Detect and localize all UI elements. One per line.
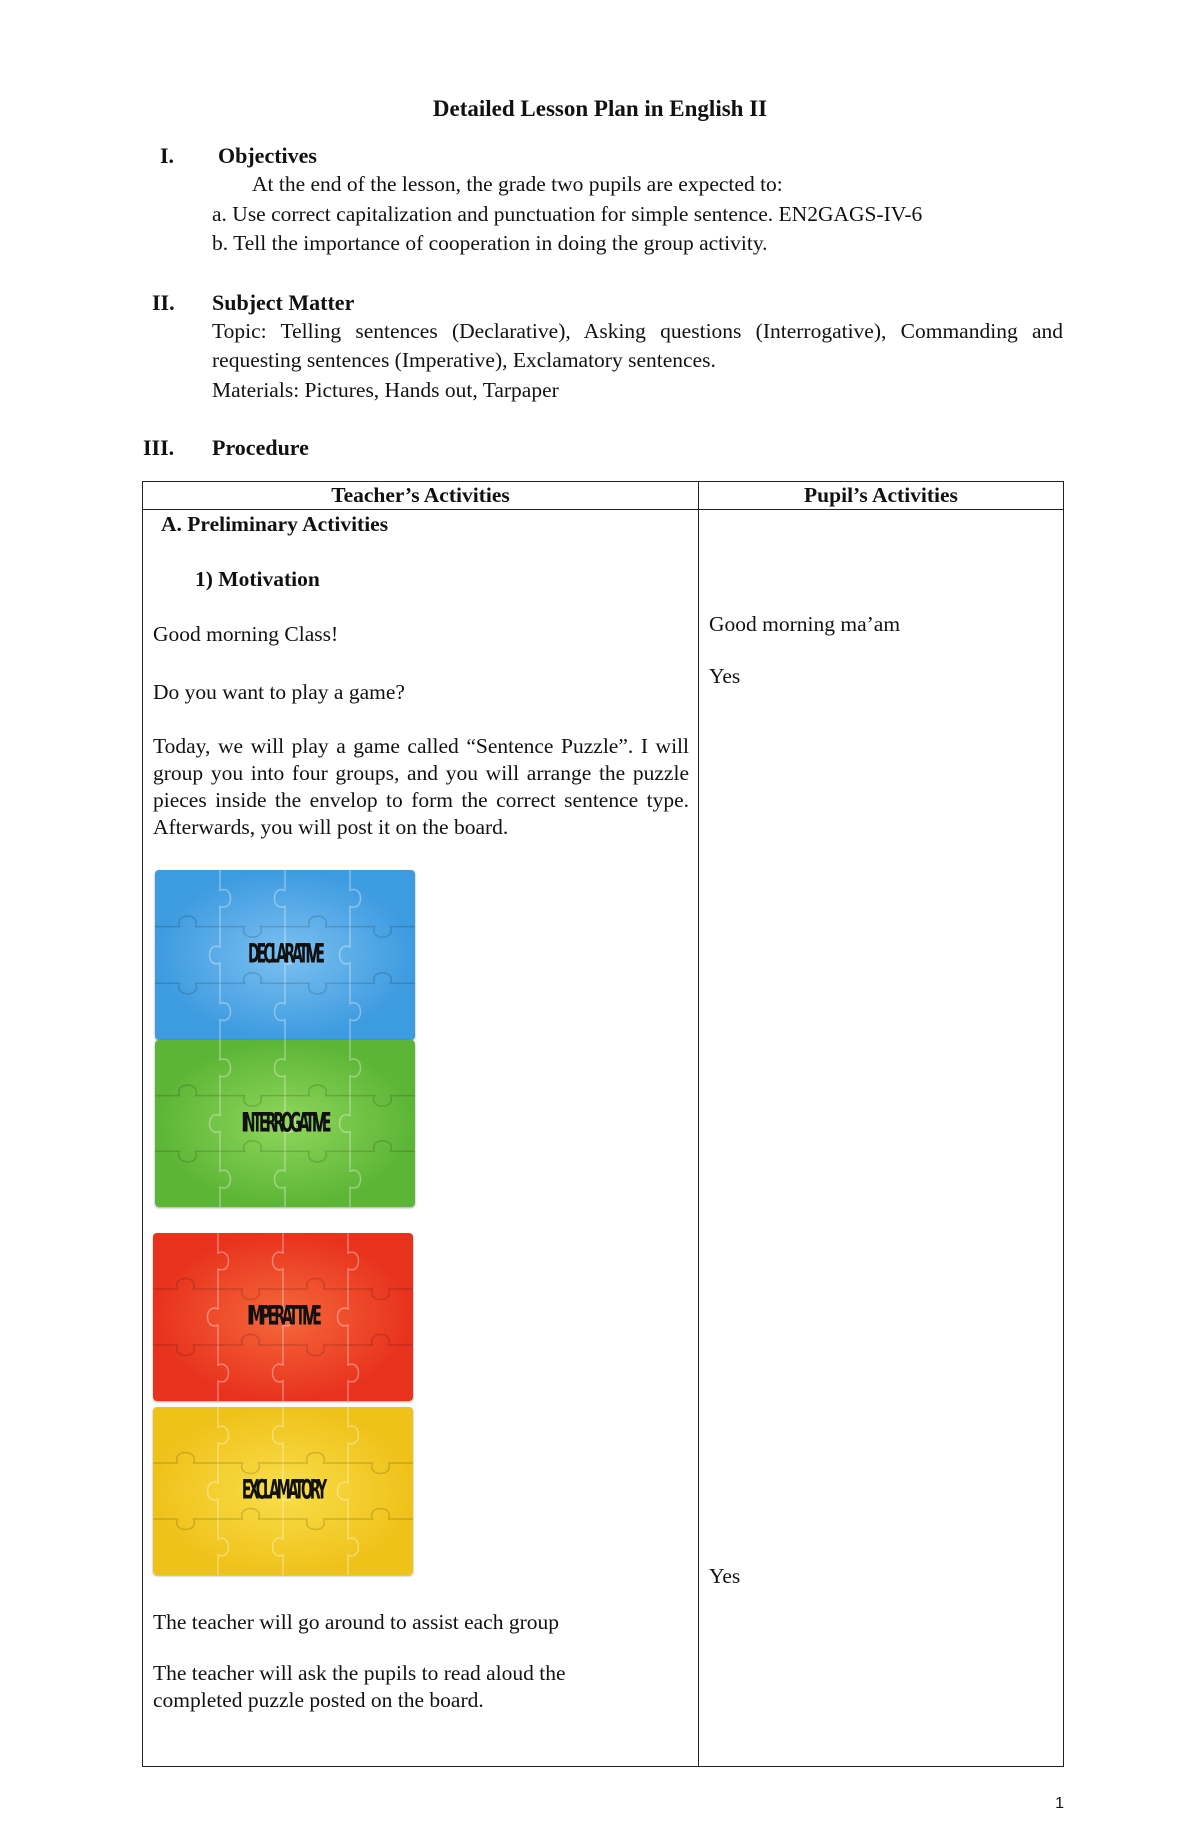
teacher-greeting: Good morning Class!: [153, 622, 339, 646]
objective-item: a. Use correct capitalization and punctuation for simple sentence. EN2GAGS-IV-6: [212, 202, 923, 226]
section-number-subject-matter: II.: [152, 290, 175, 315]
teacher-game-instructions: Today, we will play a game called “Sentence Puzzle”. I will group you into four groups, and you will arrange the puzzle pieces inside the envelop to form the correct sentence type. Afterwards, you will post it on the board.: [153, 734, 689, 839]
section-heading-subject-matter: Subject Matter: [212, 290, 355, 315]
teacher-game-question: Do you want to play a game?: [153, 680, 405, 704]
puzzle-word: IMPERATTIVE: [247, 1301, 319, 1333]
procedure-table: [142, 481, 1064, 1767]
teacher-cell-content: [143, 510, 698, 1766]
pupil-yes-reply: Yes: [709, 1564, 741, 1588]
pupil-greeting-reply: Good morning ma’am: [709, 612, 901, 636]
section-heading-objectives: Objectives: [218, 143, 317, 168]
section-number-objectives: I.: [160, 143, 175, 168]
teacher-column-header: Teacher’s Activities: [143, 482, 699, 510]
puzzle-word: DECLARATIVE: [248, 939, 322, 971]
teacher-read-aloud-note: The teacher will ask the pupils to read aloud the completed puzzle posted on the board.: [153, 1661, 566, 1712]
objective-item: b. Tell the importance of cooperation in doing the group activity.: [212, 231, 768, 255]
pupil-cell-content: [699, 510, 1063, 1766]
puzzle-exclamatory-image: [153, 1407, 413, 1575]
puzzle-word: INTERROGATIVE: [241, 1108, 329, 1139]
puzzle-word: EXCLAMATORY: [241, 1475, 325, 1507]
section-heading-procedure: Procedure: [212, 435, 309, 460]
subject-topic: Topic: Telling sentences (Declarative), Asking questions (Interrogative), Commanding and requesting sentences (Imperative), Exclamatory sentences.: [212, 319, 1063, 372]
subject-materials: Materials: Pictures, Hands out, Tarpaper: [212, 378, 559, 402]
pupil-yes-reply: Yes: [709, 664, 741, 688]
section-number-procedure: III.: [143, 435, 175, 460]
puzzle-imperattive-image: [153, 1233, 413, 1401]
pupil-column-header: Pupil’s Activities: [699, 482, 1064, 510]
pupil-activities-cell: [699, 510, 1064, 1767]
puzzle-interrogative-image: [155, 1040, 415, 1207]
document-title: Detailed Lesson Plan in English II: [432, 96, 768, 121]
page-number: 1: [1055, 1795, 1064, 1812]
teacher-assist-note: The teacher will go around to assist each group: [153, 1610, 559, 1634]
objectives-intro: At the end of the lesson, the grade two pupils are expected to:: [252, 172, 783, 196]
preliminary-activities-heading: A. Preliminary Activities: [161, 512, 389, 536]
motivation-subheading: 1) Motivation: [195, 567, 320, 591]
teacher-activities-cell: [143, 510, 699, 1767]
puzzle-declarative-image: [155, 870, 415, 1040]
